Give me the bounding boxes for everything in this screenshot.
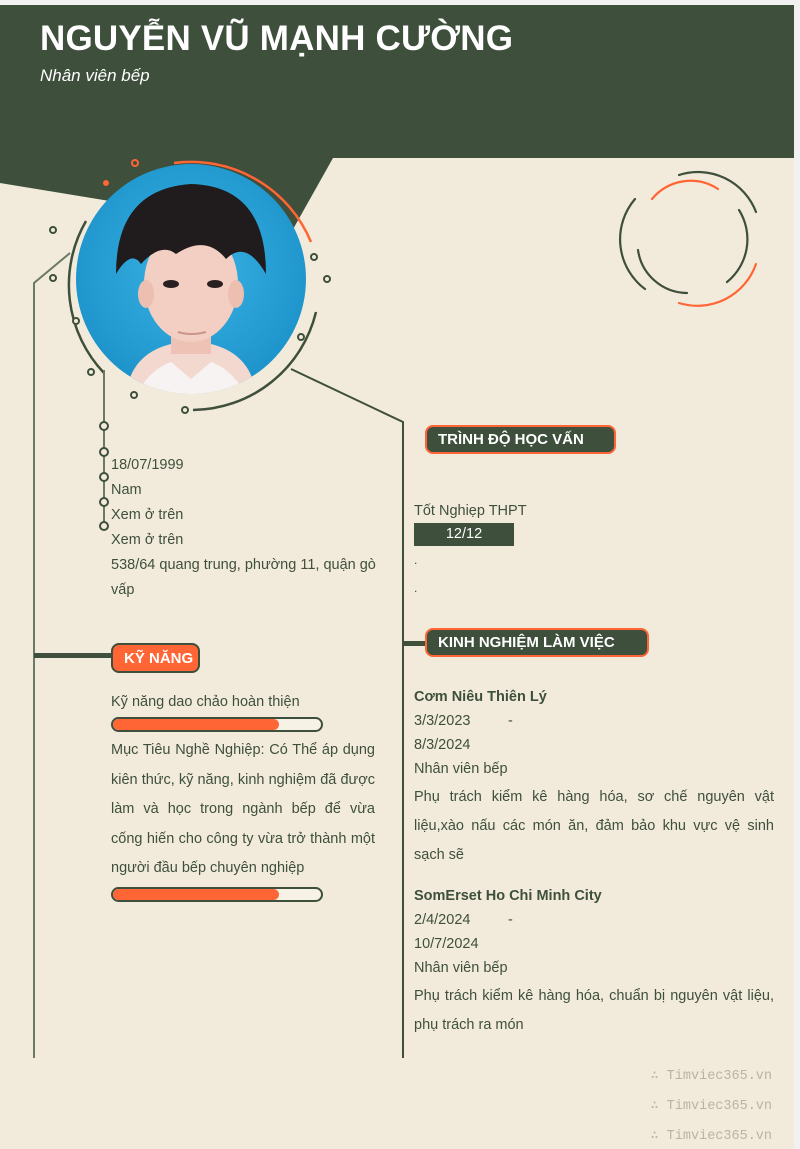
skill-item xyxy=(111,736,375,902)
job-position: Nhân viên bếp xyxy=(414,761,508,777)
experience-section xyxy=(414,685,774,1054)
experience-heading xyxy=(425,628,649,657)
skills-heading xyxy=(111,643,200,673)
education-heading xyxy=(425,425,616,454)
job-description: Phụ trách kiểm kê hàng hóa, chuẩn bị nguyên vật liệu, phụ trách ra món xyxy=(414,988,774,1033)
watermark-text: ∴ Timviec365.vn xyxy=(650,1069,772,1084)
job-description: Phụ trách kiểm kê hàng hóa, sơ chế nguyên vật liệu,xào nấu các món ăn, đảm bảo khu vực vệ sinh sạch sẽ xyxy=(414,789,774,863)
skill-name: Mục Tiêu Nghề Nghiệp: Có Thể áp dụng kiên thức, kỹ năng, kinh nghiệm đã được làm và học trong ngành bếp để vừa cống hiến cho công ty vừa trở thành một người đầu bếp chuyên nghiệp xyxy=(111,742,375,876)
avatar-photo xyxy=(76,164,306,394)
job-position: Nhân viên bếp xyxy=(414,960,508,976)
job-company: Cơm Niêu Thiên Lý xyxy=(414,689,547,705)
watermark-text: ∴ Timviec365.vn xyxy=(650,1129,772,1144)
skill-item xyxy=(111,690,375,732)
education-detail-1: . xyxy=(414,553,418,567)
cv-page xyxy=(0,5,794,1149)
skill-level-bar xyxy=(111,717,323,732)
skills-connector xyxy=(34,653,114,658)
gender-value: Nam xyxy=(111,482,142,498)
job-end-date: 10/7/2024 xyxy=(414,936,479,952)
job-entry xyxy=(414,685,774,870)
skills-heading-label: KỸ NĂNG xyxy=(124,649,194,667)
job-company: SomErset Ho Chi Minh City xyxy=(414,888,602,904)
address-value: 538/64 quang trung, phường 11, quận gò vấp xyxy=(111,557,376,598)
watermark-text: ∴ Timviec365.vn xyxy=(650,1099,772,1114)
job-date-separator: - xyxy=(508,912,513,928)
skill-level-bar xyxy=(111,887,323,902)
experience-heading-label: KINH NGHIỆM LÀM VIỆC xyxy=(438,634,615,651)
watermarks xyxy=(650,1062,772,1149)
personal-info xyxy=(111,453,396,603)
job-start-date: 2/4/2024 xyxy=(414,912,471,928)
phone-value: Xem ở trên xyxy=(111,507,184,523)
skills-section xyxy=(111,690,375,902)
birthday-value: 18/07/1999 xyxy=(111,457,184,473)
skill-name: Kỹ năng dao chảo hoàn thiện xyxy=(111,694,300,710)
candidate-name: NGUYỄN VŨ MẠNH CƯỜNG xyxy=(40,19,514,58)
job-entry xyxy=(414,884,774,1040)
education-section xyxy=(414,499,774,602)
education-date: 12/12 xyxy=(414,523,514,546)
email-value: Xem ở trên xyxy=(111,532,184,548)
job-start-date: 3/3/2023 xyxy=(414,713,471,729)
education-title: Tốt Nghiẹp THPT xyxy=(414,503,527,519)
education-detail-2: . xyxy=(414,581,418,595)
education-heading-label: TRÌNH ĐỘ HỌC VẤN xyxy=(438,431,584,448)
avatar xyxy=(76,164,306,394)
candidate-job-title: Nhân viên bếp xyxy=(40,66,150,85)
job-end-date: 8/3/2024 xyxy=(414,737,471,753)
job-date-separator: - xyxy=(508,713,513,729)
